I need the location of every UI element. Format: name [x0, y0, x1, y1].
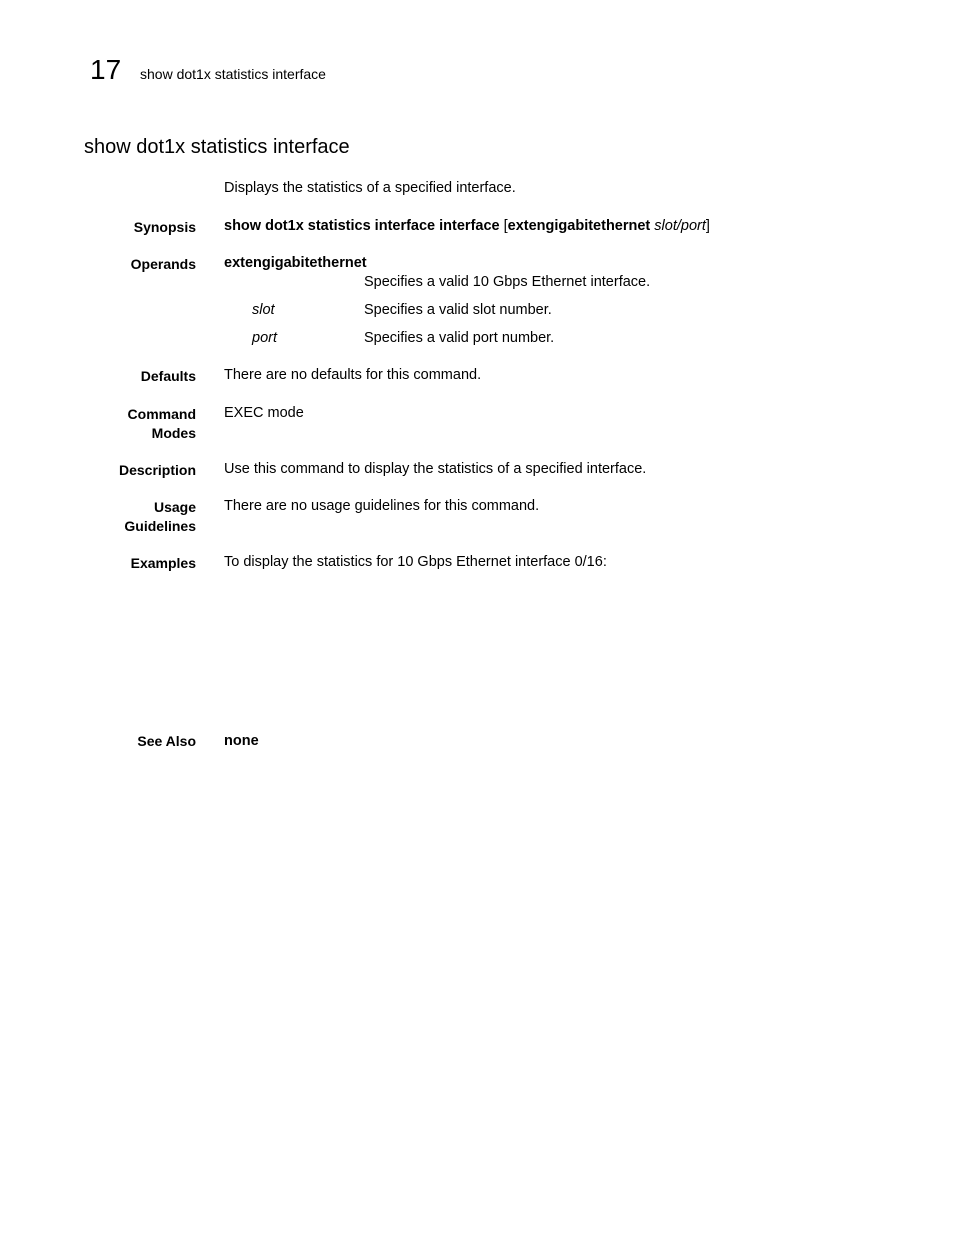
- synopsis-text: [224, 217, 710, 236]
- label-examples: Examples: [130, 555, 196, 571]
- page-title: show dot1x statistics interface: [84, 136, 350, 158]
- command-summary: Displays the statistics of a specified interface.: [224, 180, 516, 196]
- examples-text: To display the statistics for 10 Gbps Ethernet interface 0/16:: [224, 554, 607, 570]
- label-defaults: Defaults: [140, 368, 196, 384]
- command-modes-text: EXEC mode: [224, 405, 304, 421]
- see-also-text: none: [224, 733, 259, 749]
- operand-term-port: port: [252, 330, 277, 346]
- synopsis-keyword: extengigabitethernet: [507, 218, 651, 234]
- description-text: Use this command to display the statistics of a specified interface.: [224, 461, 647, 477]
- label-command-modes-1: Command: [127, 406, 196, 422]
- operand-keyword-desc: Specifies a valid 10 Gbps Ethernet interface.: [364, 274, 651, 290]
- label-usage-1: Usage: [153, 499, 196, 515]
- usage-guidelines-text: There are no usage guidelines for this command.: [224, 498, 540, 514]
- label-usage-2: Guidelines: [124, 518, 196, 534]
- running-header: show dot1x statistics interface: [140, 66, 326, 82]
- operand-desc-port: Specifies a valid port number.: [364, 330, 555, 346]
- synopsis-argument: slot/port: [654, 218, 706, 234]
- synopsis-command: show dot1x statistics interface interface: [224, 218, 500, 234]
- operand-term-slot: slot: [252, 302, 275, 318]
- label-operands: Operands: [130, 256, 196, 272]
- label-description: Description: [118, 462, 196, 478]
- defaults-text: There are no defaults for this command.: [224, 367, 482, 383]
- chapter-number: 17: [90, 54, 122, 85]
- label-command-modes-2: Modes: [151, 425, 196, 441]
- label-see-also: See Also: [137, 733, 196, 749]
- label-synopsis: Synopsis: [133, 219, 196, 235]
- operand-desc-slot: Specifies a valid slot number.: [364, 302, 552, 318]
- synopsis-close-bracket: ]: [705, 218, 710, 234]
- synopsis-open-bracket: [: [499, 218, 508, 234]
- operand-keyword: extengigabitethernet: [224, 255, 367, 271]
